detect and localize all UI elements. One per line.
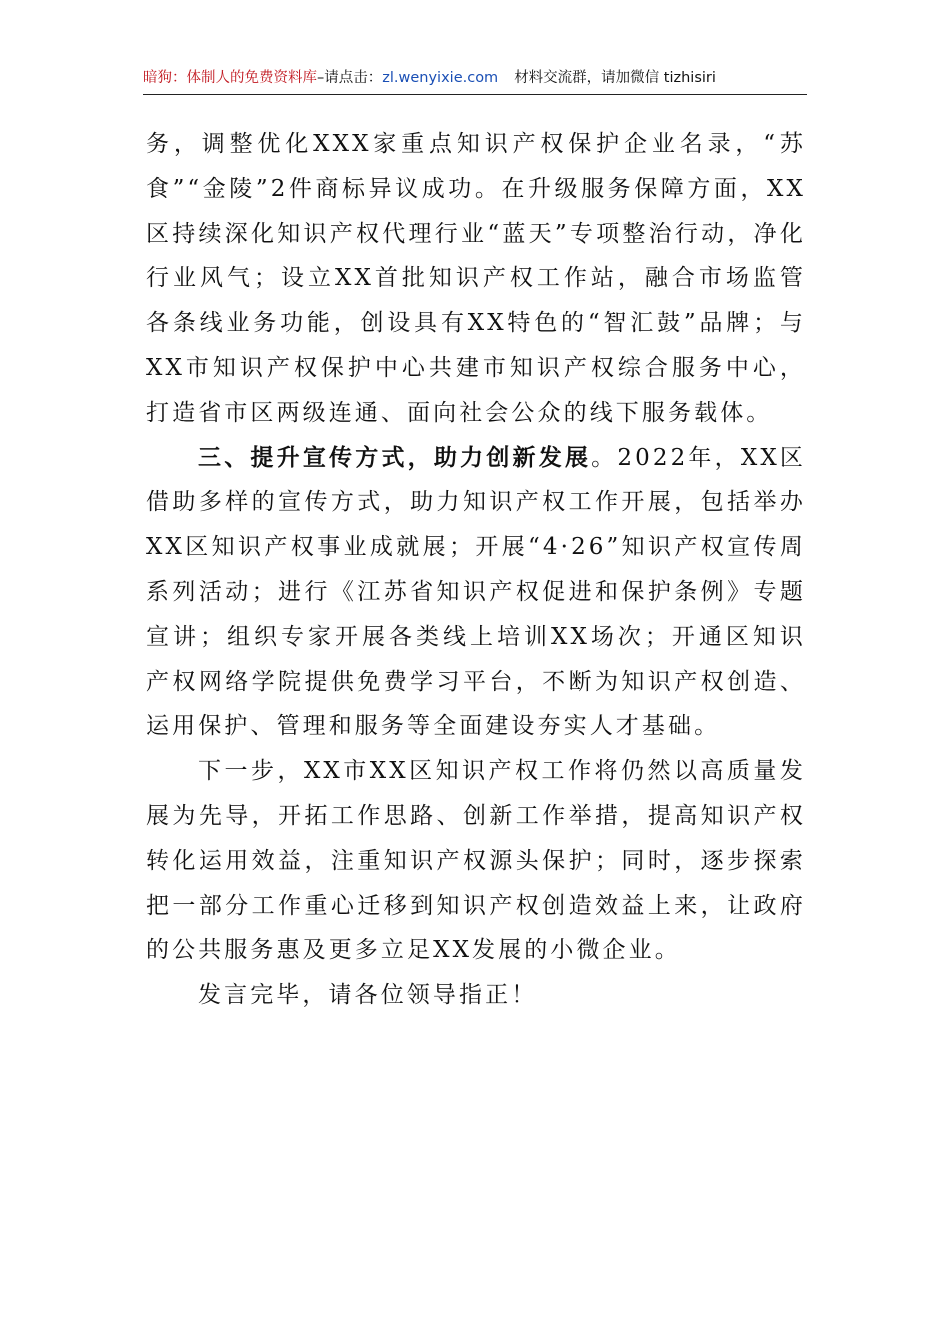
page-header	[143, 62, 807, 95]
section-heading: 三、提升宣传方式，助力创新发展	[198, 444, 592, 471]
header-group-info: 材料交流群，请加微信 tizhisiri	[514, 70, 716, 86]
header-click-prompt: –请点击：	[317, 70, 383, 86]
paragraph-continuation: 务，调整优化XXX家重点知识产权保护企业名录，“苏食”“金陵”2件商标异议成功。在升级服务保障方面，XX区持续深化知识产权代理行业“蓝天”专项整治行动，净化行业风气；设立XX首批知识产权工作站，融合市场监管各条线业务功能，创设具有XX特色的“智汇鼓”品牌；与XX市知识产权保护中心共建市知识产权综合服务中心，打造省市区两级连通、面向社会公众的线下服务载体。	[146, 131, 806, 426]
header-url-link[interactable]: zl.wenyixie.com	[382, 70, 499, 86]
paragraph-section-three	[146, 436, 806, 750]
paragraph-next-steps: 下一步，XX市XX区知识产权工作将仍然以高质量发展为先导，开拓工作思路、创新工作举措，提高知识产权转化运用效益，注重知识产权源头保护；同时，逐步探索把一部分工作重心迁移到知识产权创造效益上来，让政府的公共服务惠及更多立足XX发展的小微企业。	[146, 758, 806, 964]
paragraph-closing: 发言完毕，请各位领导指正！	[198, 982, 538, 1009]
section-three-text: 。2022年，XX区借助多样的宣传方式，助力知识产权工作开展，包括举办XX区知识产权事业成就展；开展“4·26”知识产权宣传周系列活动；进行《江苏省知识产权促进和保护条例》专题宣讲；组织专家开展各类线上培训XX场次；开通区知识产权网络学院提供免费学习平台，不断为知识产权创造、运用保护、管理和服务等全面建设夯实人才基础。	[146, 444, 807, 740]
document-body	[146, 122, 806, 1018]
header-site-name: 暗狗：体制人的免费资料库	[143, 70, 317, 86]
